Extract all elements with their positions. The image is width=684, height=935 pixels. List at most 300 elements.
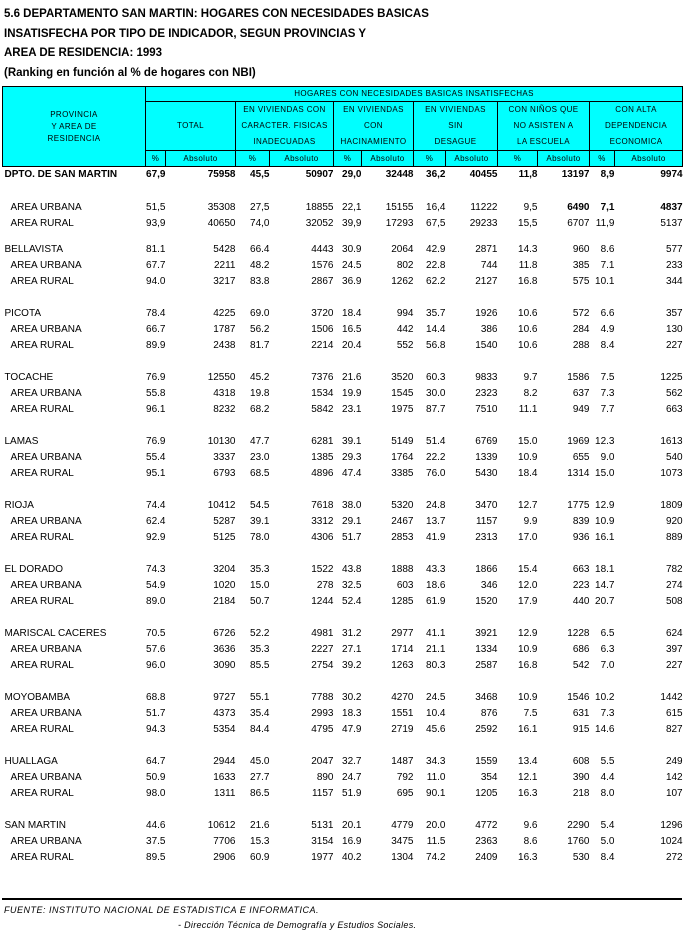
abs-cell: 5287 (213, 516, 236, 527)
row-label: PICOTA (4, 308, 41, 319)
spacer-row (3, 482, 683, 498)
pct-cell: 50.9 (146, 772, 166, 783)
abs-cell: 35308 (207, 202, 236, 213)
pct-cell: 16,4 (426, 202, 446, 213)
abs-cell: 4306 (311, 532, 334, 543)
abs-cell: 3470 (475, 500, 498, 511)
abs-cell: 7788 (311, 692, 334, 703)
pct-cell: 43.3 (426, 564, 446, 575)
abs-cell: 508 (665, 596, 683, 607)
pct-cell: 80.3 (426, 660, 446, 671)
pct-cell: 23.1 (342, 404, 362, 415)
pct-cell: 13.4 (518, 756, 538, 767)
province-row (3, 306, 683, 322)
pct-cell: 8.0 (600, 788, 615, 799)
abs-cell: 994 (396, 308, 414, 319)
pct-cell: 40.2 (342, 852, 362, 863)
abs-cell: 960 (572, 244, 590, 255)
pct-cell: 11.0 (426, 772, 446, 783)
abs-cell: 1551 (391, 708, 414, 719)
pct-cell: 27.7 (250, 772, 270, 783)
pct-cell: 74.3 (146, 564, 166, 575)
abs-cell: 2064 (391, 244, 414, 255)
pct-cell: 7.3 (600, 708, 615, 719)
abs-cell: 1073 (660, 468, 683, 479)
pct-cell: 74.2 (426, 852, 446, 863)
pct-cell: 81.1 (146, 244, 166, 255)
abs-cell: 3217 (213, 276, 236, 287)
abs-cell: 6490 (567, 202, 590, 213)
pct-cell: 12.1 (518, 772, 538, 783)
abs-cell: 4837 (660, 202, 683, 213)
abs-cell: 397 (665, 644, 683, 655)
row-label: TOCACHE (4, 372, 54, 383)
pct-cell: 10.4 (426, 708, 446, 719)
abs-cell: 695 (396, 788, 414, 799)
abs-cell: 4795 (311, 724, 334, 735)
pct-cell: 67,9 (146, 169, 166, 180)
pct-cell: 15.3 (250, 836, 270, 847)
abs-cell: 227 (665, 660, 683, 671)
pct-cell: 21.1 (426, 644, 446, 655)
pct-header: % (590, 151, 615, 167)
header-line: TOTAL (176, 121, 205, 130)
pct-cell: 85.5 (250, 660, 270, 671)
abs-cell: 75958 (207, 169, 236, 180)
abs-cell: 223 (572, 580, 590, 591)
abs-cell: 915 (572, 724, 590, 735)
abs-cell: 3154 (311, 836, 334, 847)
abs-header: Absoluto (270, 151, 334, 167)
pct-cell: 4.9 (600, 324, 615, 335)
pct-cell: 45.0 (250, 756, 270, 767)
pct-header: % (414, 151, 446, 167)
area-row (3, 200, 683, 216)
pct-cell: 16.5 (342, 324, 362, 335)
category-header-escuela (498, 102, 590, 151)
abs-cell: 3468 (475, 692, 498, 703)
area-row (3, 402, 683, 418)
pct-cell: 34.3 (426, 756, 446, 767)
pct-cell: 68.5 (250, 468, 270, 479)
abs-cell: 624 (665, 628, 683, 639)
header-line: EN VIVIENDAS (425, 105, 486, 114)
pct-cell: 10.9 (518, 644, 538, 655)
abs-cell: 344 (665, 276, 683, 287)
abs-cell: 562 (665, 388, 683, 399)
pct-cell: 29.3 (342, 452, 362, 463)
pct-cell: 67,5 (426, 218, 446, 229)
abs-cell: 9833 (475, 372, 498, 383)
abs-header: Absoluto (615, 151, 683, 167)
pct-cell: 39.1 (342, 436, 362, 447)
pct-cell: 39.1 (250, 516, 270, 527)
abs-cell: 876 (480, 708, 498, 719)
abs-cell: 272 (665, 852, 683, 863)
pct-cell: 89.9 (146, 340, 166, 351)
abs-cell: 2592 (475, 724, 498, 735)
abs-cell: 357 (665, 308, 683, 319)
area-row (3, 594, 683, 610)
abs-cell: 572 (572, 308, 590, 319)
abs-cell: 530 (572, 852, 590, 863)
area-row (3, 466, 683, 482)
pct-cell: 55.8 (146, 388, 166, 399)
abs-cell: 1304 (391, 852, 414, 863)
pct-cell: 60.3 (426, 372, 446, 383)
abs-cell: 2184 (213, 596, 236, 607)
spacer-row (3, 610, 683, 626)
abs-cell: 936 (572, 532, 590, 543)
abs-cell: 2867 (311, 276, 334, 287)
header-line: HACINAMIENTO (340, 137, 407, 146)
pct-cell: 45.2 (250, 372, 270, 383)
pct-cell: 18.3 (342, 708, 362, 719)
header-line: SIN (448, 121, 463, 130)
row-label: AREA RURAL (10, 404, 74, 415)
pct-cell: 57.6 (146, 644, 166, 655)
abs-cell: 1244 (311, 596, 334, 607)
pct-cell: 54.9 (146, 580, 166, 591)
pct-cell: 27,5 (250, 202, 270, 213)
pct-cell: 30.9 (342, 244, 362, 255)
pct-cell: 10.9 (518, 452, 538, 463)
pct-cell: 98.0 (146, 788, 166, 799)
area-row (3, 216, 683, 232)
abs-cell: 1540 (475, 340, 498, 351)
abs-cell: 5842 (311, 404, 334, 415)
abs-cell: 10130 (207, 436, 236, 447)
abs-cell: 6769 (475, 436, 498, 447)
abs-cell: 5430 (475, 468, 498, 479)
abs-cell: 4270 (391, 692, 414, 703)
pct-cell: 15,5 (518, 218, 538, 229)
pct-cell: 6.5 (600, 628, 615, 639)
pct-cell: 15.0 (595, 468, 615, 479)
pct-cell: 94.3 (146, 724, 166, 735)
spacer-row (3, 183, 683, 200)
area-row (3, 786, 683, 802)
abs-cell: 1764 (391, 452, 414, 463)
row-label: AREA URBANA (10, 324, 82, 335)
header-line: CON NIÑOS QUE (508, 105, 579, 114)
abs-cell: 227 (665, 340, 683, 351)
pct-cell: 14.4 (426, 324, 446, 335)
pct-cell: 24.7 (342, 772, 362, 783)
abs-cell: 2853 (391, 532, 414, 543)
spacer-row (3, 802, 683, 818)
pct-cell: 16.1 (518, 724, 538, 735)
abs-cell: 288 (572, 340, 590, 351)
pct-cell: 92.9 (146, 532, 166, 543)
abs-cell: 1339 (475, 452, 498, 463)
header-line: ECONOMICA (609, 137, 663, 146)
pct-cell: 96.0 (146, 660, 166, 671)
abs-cell: 2906 (213, 852, 236, 863)
pct-cell: 84.4 (250, 724, 270, 735)
abs-cell: 4225 (213, 308, 236, 319)
pct-cell: 66.4 (250, 244, 270, 255)
abs-cell: 1977 (311, 852, 334, 863)
pct-header: % (334, 151, 362, 167)
abs-cell: 4896 (311, 468, 334, 479)
abs-cell: 274 (665, 580, 683, 591)
abs-cell: 7510 (475, 404, 498, 415)
abs-cell: 3090 (213, 660, 236, 671)
abs-cell: 2127 (475, 276, 498, 287)
abs-cell: 1926 (475, 308, 498, 319)
area-row (3, 706, 683, 722)
area-row (3, 578, 683, 594)
abs-cell: 1714 (391, 644, 414, 655)
pct-cell: 8.6 (600, 244, 615, 255)
pct-cell: 9.9 (523, 516, 538, 527)
abs-cell: 442 (396, 324, 414, 335)
abs-cell: 2313 (475, 532, 498, 543)
abs-cell: 631 (572, 708, 590, 719)
pct-cell: 37.5 (146, 836, 166, 847)
pct-cell: 51.4 (426, 436, 446, 447)
pct-cell: 18.1 (595, 564, 615, 575)
abs-cell: 1888 (391, 564, 414, 575)
pct-cell: 39.2 (342, 660, 362, 671)
abs-cell: 15155 (385, 202, 414, 213)
pct-cell: 87.7 (426, 404, 446, 415)
abs-cell: 1314 (567, 468, 590, 479)
pct-cell: 20.7 (595, 596, 615, 607)
row-label: AREA RURAL (10, 276, 74, 287)
abs-cell: 2047 (311, 756, 334, 767)
group-header: HOGARES CON NECESIDADES BASICAS INSATISFECHAS (146, 87, 683, 102)
row-label: HUALLAGA (4, 756, 58, 767)
pct-cell: 9.6 (523, 820, 538, 831)
row-label: AREA RURAL (10, 218, 74, 229)
area-row (3, 386, 683, 402)
abs-cell: 3475 (391, 836, 414, 847)
abs-header: Absoluto (362, 151, 414, 167)
pct-cell: 39,9 (342, 218, 362, 229)
row-label: AREA RURAL (10, 852, 74, 863)
abs-cell: 1024 (660, 836, 683, 847)
pct-cell: 47.7 (250, 436, 270, 447)
pct-cell: 45,5 (250, 169, 270, 180)
pct-cell: 11.8 (518, 260, 538, 271)
pct-cell: 24.8 (426, 500, 446, 511)
category-header-hacinamiento (334, 102, 414, 151)
pct-cell: 18.4 (342, 308, 362, 319)
pct-cell: 11.5 (426, 836, 446, 847)
abs-cell: 686 (572, 644, 590, 655)
pct-cell: 9,5 (523, 202, 538, 213)
row-label: DPTO. DE SAN MARTIN (4, 169, 118, 180)
area-row (3, 642, 683, 658)
abs-cell: 1487 (391, 756, 414, 767)
title-line: AREA DE RESIDENCIA: 1993 (4, 47, 163, 59)
abs-cell: 1157 (475, 516, 498, 527)
pct-cell: 94.0 (146, 276, 166, 287)
abs-cell: 249 (665, 756, 683, 767)
row-label: AREA RURAL (10, 532, 74, 543)
abs-cell: 3337 (213, 452, 236, 463)
department-total-row (3, 167, 683, 184)
table-body (3, 167, 683, 867)
abs-cell: 1969 (567, 436, 590, 447)
abs-cell: 354 (480, 772, 498, 783)
abs-cell: 1633 (213, 772, 236, 783)
pct-cell: 51.7 (342, 532, 362, 543)
abs-header: Absoluto (446, 151, 498, 167)
abs-cell: 7706 (213, 836, 236, 847)
pct-cell: 16.8 (518, 276, 538, 287)
pct-cell: 16.9 (342, 836, 362, 847)
pct-cell: 52.2 (250, 628, 270, 639)
abs-cell: 1262 (391, 276, 414, 287)
pct-cell: 35.3 (250, 644, 270, 655)
abs-cell: 10612 (207, 820, 236, 831)
abs-cell: 50907 (305, 169, 334, 180)
abs-cell: 218 (572, 788, 590, 799)
title-line: 5.6 DEPARTAMENTO SAN MARTIN: HOGARES CON NECESIDADES BASICAS (4, 8, 429, 20)
area-row (3, 450, 683, 466)
abs-cell: 1442 (660, 692, 683, 703)
row-label: AREA URBANA (10, 260, 82, 271)
pct-cell: 22,1 (342, 202, 362, 213)
abs-header: Absoluto (166, 151, 236, 167)
row-label: AREA RURAL (10, 660, 74, 671)
abs-cell: 615 (665, 708, 683, 719)
source-direction: - Dirección Técnica de Demografía y Estudios Sociales. (178, 920, 417, 930)
abs-cell: 18855 (305, 202, 334, 213)
pct-cell: 7.0 (600, 660, 615, 671)
pct-cell: 62.4 (146, 516, 166, 527)
pct-cell: 89.0 (146, 596, 166, 607)
pct-cell: 51.9 (342, 788, 362, 799)
abs-cell: 130 (665, 324, 683, 335)
pct-cell: 74,0 (250, 218, 270, 229)
row-label: AREA URBANA (10, 836, 82, 847)
pct-cell: 21.6 (250, 820, 270, 831)
abs-cell: 1775 (567, 500, 590, 511)
pct-cell: 10.2 (595, 692, 615, 703)
abs-cell: 5354 (213, 724, 236, 735)
abs-cell: 40455 (469, 169, 498, 180)
abs-cell: 4443 (311, 244, 334, 255)
area-row (3, 514, 683, 530)
abs-cell: 1285 (391, 596, 414, 607)
abs-cell: 782 (665, 564, 683, 575)
pct-cell: 56.8 (426, 340, 446, 351)
header-line: DESAGUE (434, 137, 477, 146)
pct-cell: 18.6 (426, 580, 446, 591)
area-row (3, 850, 683, 866)
abs-cell: 1760 (567, 836, 590, 847)
pct-cell: 10.9 (518, 692, 538, 703)
pct-cell: 7.1 (600, 260, 615, 271)
province-column-header (3, 87, 146, 167)
abs-cell: 8232 (213, 404, 236, 415)
pct-cell: 90.1 (426, 788, 446, 799)
spacer-row (3, 418, 683, 434)
abs-cell: 3385 (391, 468, 414, 479)
pct-cell: 6.6 (600, 308, 615, 319)
abs-cell: 792 (396, 772, 414, 783)
category-header-viviendas-inadecuadas (236, 102, 334, 151)
pct-cell: 66.7 (146, 324, 166, 335)
pct-cell: 12.9 (595, 500, 615, 511)
area-row (3, 530, 683, 546)
abs-cell: 4373 (213, 708, 236, 719)
province-row (3, 690, 683, 706)
abs-cell: 9727 (213, 692, 236, 703)
abs-cell: 1613 (660, 436, 683, 447)
abs-cell: 32448 (385, 169, 414, 180)
pct-cell: 50.7 (250, 596, 270, 607)
abs-cell: 1225 (660, 372, 683, 383)
pct-cell: 36.9 (342, 276, 362, 287)
spacer-row (3, 546, 683, 562)
row-label: AREA URBANA (10, 708, 82, 719)
pct-cell: 7.3 (600, 388, 615, 399)
abs-cell: 2754 (311, 660, 334, 671)
abs-cell: 827 (665, 724, 683, 735)
spacer-row (3, 354, 683, 370)
abs-cell: 603 (396, 580, 414, 591)
title-line: INSATISFECHA POR TIPO DE INDICADOR, SEGUN PROVINCIAS Y (4, 27, 367, 40)
pct-cell: 10.6 (518, 324, 538, 335)
abs-cell: 346 (480, 580, 498, 591)
pct-cell: 12.0 (518, 580, 538, 591)
pct-cell: 62.2 (426, 276, 446, 287)
abs-cell: 5320 (391, 500, 414, 511)
abs-cell: 839 (572, 516, 590, 527)
pct-cell: 29.1 (342, 516, 362, 527)
row-label: AREA URBANA (10, 516, 82, 527)
pct-cell: 21.6 (342, 372, 362, 383)
spacer-row (3, 290, 683, 306)
province-row (3, 818, 683, 834)
abs-cell: 2409 (475, 852, 498, 863)
row-label: AREA RURAL (10, 340, 74, 351)
pct-cell: 47.9 (342, 724, 362, 735)
area-row (3, 658, 683, 674)
abs-cell: 1020 (213, 580, 236, 591)
abs-cell: 663 (572, 564, 590, 575)
row-label: AREA URBANA (10, 580, 82, 591)
province-row (3, 754, 683, 770)
abs-cell: 1809 (660, 500, 683, 511)
pct-cell: 44.6 (146, 820, 166, 831)
abs-cell: 1559 (475, 756, 498, 767)
pct-cell: 11,8 (518, 169, 538, 180)
pct-cell: 69.0 (250, 308, 270, 319)
row-label: AREA RURAL (10, 724, 74, 735)
pct-cell: 41.9 (426, 532, 446, 543)
province-row (3, 242, 683, 258)
pct-cell: 27.1 (342, 644, 362, 655)
pct-cell: 15.0 (518, 436, 538, 447)
category-header-total (146, 102, 236, 151)
area-row (3, 258, 683, 274)
abs-cell: 655 (572, 452, 590, 463)
abs-cell: 637 (572, 388, 590, 399)
pct-cell: 60.9 (250, 852, 270, 863)
header-line: CARACTER. FISICAS (241, 121, 328, 130)
abs-cell: 1311 (213, 788, 236, 799)
row-label: AREA URBANA (10, 772, 82, 783)
pct-cell: 29,0 (342, 169, 362, 180)
pct-cell: 35.7 (426, 308, 446, 319)
pct-cell: 78.4 (146, 308, 166, 319)
